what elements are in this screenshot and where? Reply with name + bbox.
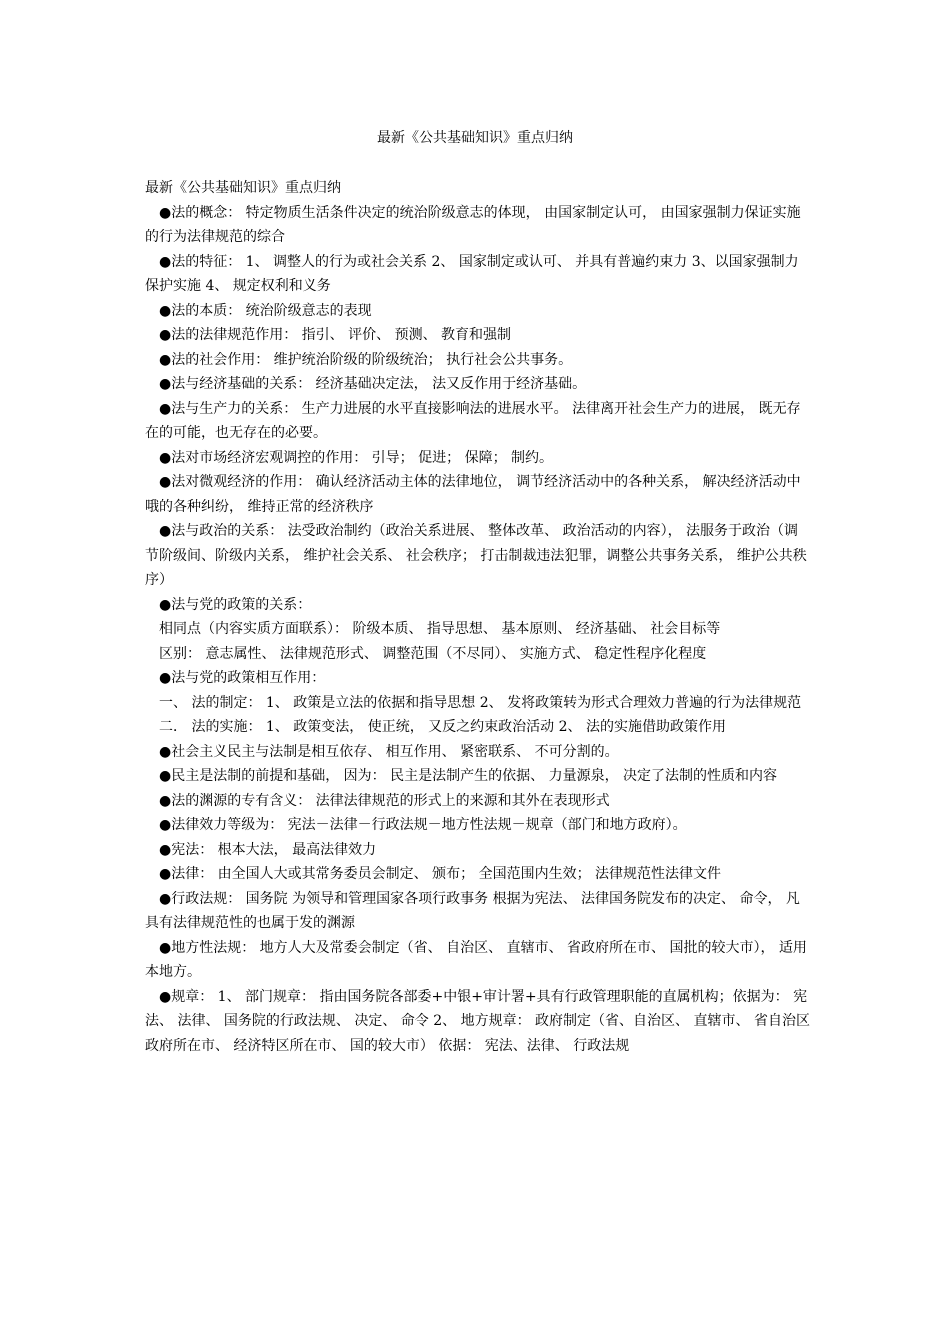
- paragraph-law-essence: ●法的本质： 统治阶级意志的表现: [159, 302, 372, 319]
- paragraph-law-sources: ●法的渊源的专有含义： 法律法律规范的形式上的来源和其外在表现形式: [159, 792, 610, 809]
- paragraph-local-regulation: ●地方性法规： 地方人大及常委会制定（省、 自治区、 直辖市、 省政府所在市、 国批的较大市）， 适用本地方。: [145, 939, 807, 980]
- paragraph-mutual-effect: ●法与党的政策相互作用：: [159, 670, 326, 686]
- paragraph-effect-hierarchy: ●法律效力等级为： 宪法－法律－行政法规－地方性法规－规章（部门和地方政府）。: [159, 817, 687, 833]
- paragraph-law-implementation: 二． 法的实施： 1、 政策变法， 使正统， 又反之约束政治活动 2、 法的实施借助政策作用: [159, 719, 726, 735]
- paragraph-economic-base: ●法与经济基础的关系： 经济基础决定法， 法又反作用于经济基础。: [159, 376, 587, 392]
- document-body: [145, 176, 810, 1058]
- paragraph-law-politics: ●法与政治的关系： 法受政治制约（政治关系进展、 整体改革、 政治活动的内容）， 法服务于政治（调节阶级间、阶级内关系， 维护社会关系、 社会秩序； 打击制裁违法犯罪，调整公共事务关系， 维护公共秩序）: [145, 523, 807, 588]
- paragraph-administrative-regulation: ●行政法规： 国务院 为领导和管理国家各项行政事务 根据为宪法、 法律国务院发布的决定、 命令， 凡具有法律规范性的也属于发的渊源: [145, 890, 800, 931]
- paragraph-normative-function: ●法的法律规范作用： 指引、 评价、 预测、 教育和强制: [159, 327, 512, 343]
- paragraph-law-concept: ●法的概念： 特定物质生活条件决定的统治阶级意志的体现， 由国家制定认可， 由国家强制力保证实施的行为法律规范的综合: [145, 204, 801, 245]
- paragraph-social-function: ●法的社会作用： 维护统治阶级的阶级统治； 执行社会公共事务。: [159, 351, 573, 368]
- paragraph-democracy-legality: ●社会主义民主与法制是相互依存、 相互作用、 紧密联系、 不可分割的。: [159, 743, 619, 760]
- paragraph-law-party-policy: ●法与党的政策的关系：: [159, 596, 312, 613]
- paragraph-differences: 区别： 意志属性、 法律规范形式、 调整范围（不尽同）、 实施方式、 稳定性程序化程度: [159, 645, 707, 662]
- paragraph-rules: ●规章： 1、 部门规章： 指由国务院各部委+中银+审计署+具有行政管理职能的直属机构；依据为： 宪法、 法律、 国务院的行政法规、 决定、 命令 2、 地方规章： 政府制定（省、自治区、 直辖市、 省自治区政府所在市、 经济特区所在市、 国的较大市） 依据： 宪法、法律、 行政法规: [145, 988, 810, 1054]
- body-heading: 最新《公共基础知识》重点归纳: [145, 180, 341, 196]
- paragraph-constitution: ●宪法： 根本大法， 最高法律效力: [159, 841, 377, 858]
- paragraph-democracy-foundation: ●民主是法制的前提和基础， 因为： 民主是法制产生的依据、 力量源泉， 决定了法制的性质和内容: [159, 768, 778, 784]
- paragraph-law-making: 一、 法的制定： 1、 政策是立法的依据和指导思想 2、 发将政策转为形式合理效力普遍的行为法律规范: [159, 694, 802, 711]
- paragraph-law-features: ●法的特征： 1、 调整人的行为或社会关系 2、 国家制定或认可、 并具有普遍约束力 3、以国家强制力保护实施 4、 规定权利和义务: [145, 253, 799, 294]
- paragraph-productivity: ●法与生产力的关系： 生产力进展的水平直接影响法的进展水平。 法律离开社会生产力的进展， 既无存在的可能，也无存在的必要。: [145, 400, 801, 441]
- paragraph-statute: ●法律： 由全国人大或其常务委员会制定、 颁布； 全国范围内生效； 法律规范性法律文件: [159, 866, 722, 882]
- paragraph-micro-economy: ●法对微观经济的作用： 确认经济活动主体的法律地位， 调节经济活动中的各种关系， 解决经济活动中哦的各种纠纷， 维持正常的经济秩序: [145, 474, 801, 515]
- paragraph-macro-control: ●法对市场经济宏观调控的作用： 引导； 促进； 保障； 制约。: [159, 449, 554, 466]
- document-title: 最新《公共基础知识》重点归纳: [377, 130, 573, 146]
- paragraph-similarities: 相同点（内容实质方面联系）： 阶级本质、 指导思想、 基本原则、 经济基础、 社会目标等: [159, 621, 721, 637]
